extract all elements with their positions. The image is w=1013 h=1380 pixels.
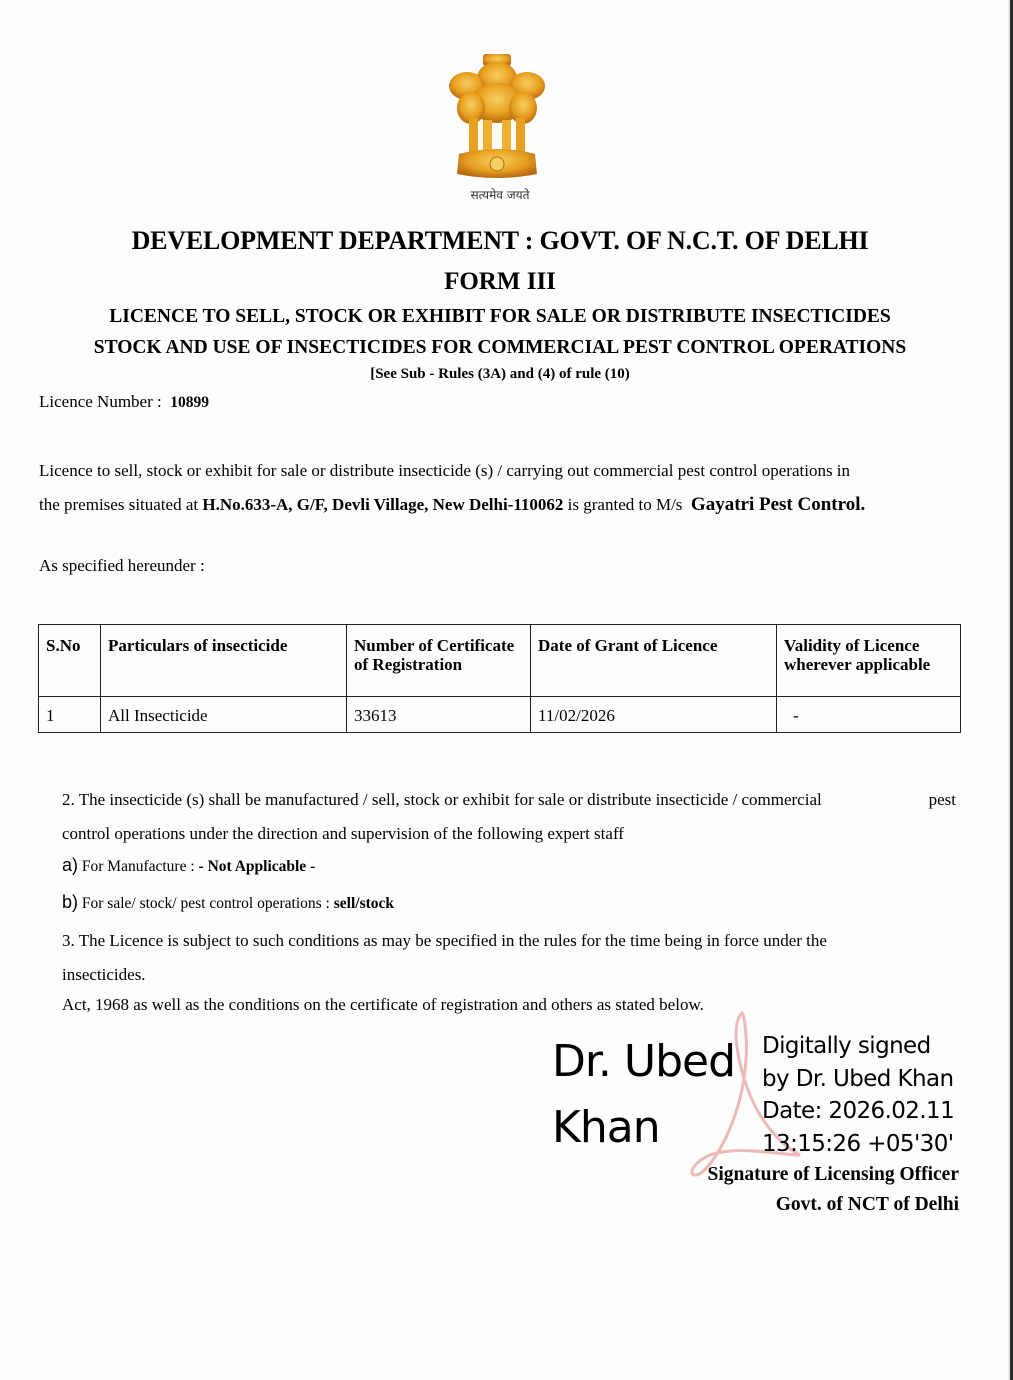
subtitle-line-2: STOCK AND USE OF INSECTICIDES FOR COMMERCIAL PEST CONTROL OPERATIONS bbox=[93, 337, 907, 358]
clause-2 bbox=[62, 783, 972, 851]
premises-address: H.No.633-A, G/F, Devli Village, New Delhi-110062 bbox=[202, 495, 564, 514]
table-row bbox=[39, 697, 961, 733]
digital-sig-line: Date: 2026.02.11 bbox=[762, 1098, 955, 1124]
licence-table bbox=[38, 624, 961, 733]
clause-2-end: pest bbox=[928, 790, 956, 809]
grant-middle: is granted to M/s bbox=[563, 495, 687, 514]
cell-grant-date: 11/02/2026 bbox=[531, 697, 777, 733]
cell-particulars: All Insecticide bbox=[101, 697, 347, 733]
clause-2a-text: For Manufacture : bbox=[81, 858, 199, 875]
digital-sig-line: 13:15:26 +05'30' bbox=[762, 1130, 954, 1157]
cell-certificate-number: 33613 bbox=[347, 697, 531, 733]
officer-organization: Govt. of NCT of Delhi bbox=[775, 1194, 959, 1215]
specified-label: As specified hereunder : bbox=[39, 556, 205, 575]
clause-2-main: 2. The insecticide (s) shall be manufactured / sell, stock or exhibit for sale or distribute insecticide / commercial bbox=[62, 790, 822, 809]
grant-paragraph bbox=[39, 454, 979, 522]
clause-3-line-1: 3. The Licence is subject to such conditions as may be specified in the rules for the time being in force under the bbox=[62, 931, 827, 950]
rule-reference: [See Sub - Rules (3A) and (4) of rule (10) bbox=[370, 366, 630, 382]
header-certificate-number: Number of Certificate of Registration bbox=[347, 625, 531, 697]
clause-2a-label: a) bbox=[62, 855, 79, 875]
clause-2a bbox=[62, 855, 315, 876]
clause-2a-value: - Not Applicable - bbox=[198, 858, 316, 875]
licence-number-value: 10899 bbox=[170, 394, 209, 411]
grant-line-1: Licence to sell, stock or exhibit for sale or distribute insecticide (s) / carrying out commercial pest control operations in bbox=[39, 461, 851, 480]
cell-validity: - bbox=[777, 697, 961, 733]
cell-sno: 1 bbox=[39, 697, 101, 733]
grant-prefix: the premises situated at bbox=[39, 495, 203, 514]
signer-name-line-1: Dr. Ubed bbox=[552, 1036, 736, 1087]
company-name: Gayatri Pest Control. bbox=[690, 494, 866, 515]
emblem-motto: सत्यमेव जयते bbox=[470, 188, 530, 202]
table-header-row bbox=[39, 625, 961, 697]
header-sno: S.No bbox=[39, 625, 101, 697]
header-particulars: Particulars of insecticide bbox=[101, 625, 347, 697]
header-validity: Validity of Licence wherever applicable bbox=[777, 625, 961, 697]
licence-number-label: Licence Number : bbox=[39, 392, 162, 411]
signer-name-line-2: Khan bbox=[552, 1102, 660, 1153]
digital-sig-line: Digitally signed bbox=[762, 1033, 931, 1059]
digital-sig-line: by Dr. Ubed Khan bbox=[762, 1065, 954, 1092]
clause-2b-text: For sale/ stock/ pest control operations : bbox=[81, 895, 334, 912]
officer-title: Signature of Licensing Officer bbox=[707, 1164, 959, 1185]
clause-2b-label: b) bbox=[62, 892, 79, 912]
clause-2-line-2: control operations under the direction and supervision of the following expert staff bbox=[62, 824, 624, 843]
clause-3 bbox=[62, 924, 972, 992]
form-title: FORM III bbox=[444, 268, 556, 295]
header-grant-date: Date of Grant of Licence bbox=[531, 625, 777, 697]
clause-2b-value: sell/stock bbox=[333, 895, 395, 912]
ashoka-emblem-icon bbox=[445, 48, 549, 206]
licence-number bbox=[39, 392, 209, 412]
clause-3-line-2: insecticides. bbox=[62, 965, 146, 984]
act-line: Act, 1968 as well as the conditions on the certificate of registration and others as stated below. bbox=[62, 995, 704, 1014]
subtitle-line-1: LICENCE TO SELL, STOCK OR EXHIBIT FOR SALE OR DISTRIBUTE INSECTICIDES bbox=[109, 306, 891, 327]
clause-2b bbox=[62, 892, 394, 913]
digital-signature-details bbox=[762, 1030, 954, 1160]
department-title: DEVELOPMENT DEPARTMENT : GOVT. OF N.C.T. OF DELHI bbox=[131, 226, 869, 255]
